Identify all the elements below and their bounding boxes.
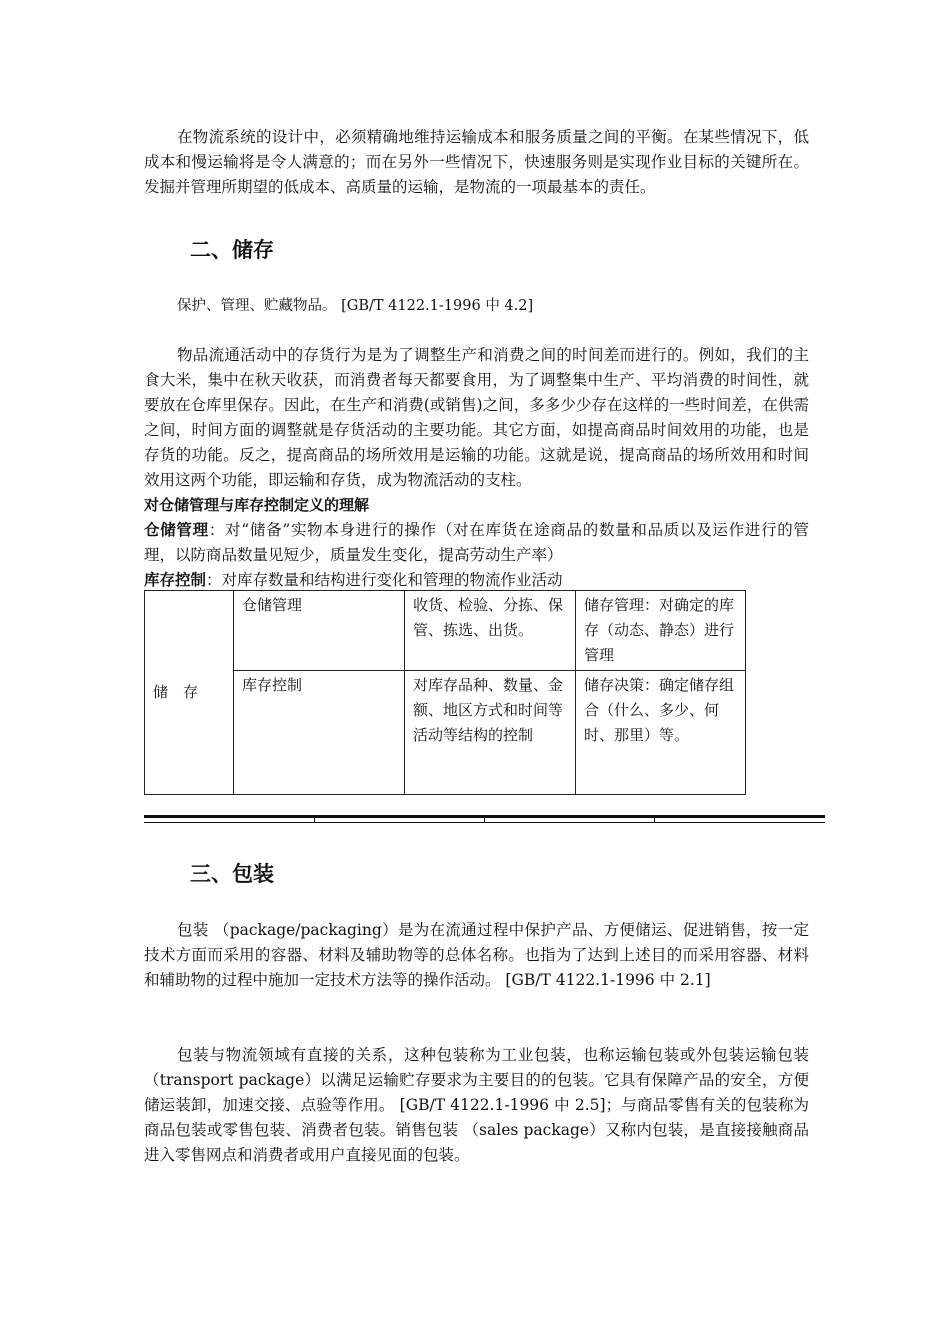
table-cell-focus: 储存管理：对确定的库存（动态、静态）进行管理	[576, 591, 746, 671]
table-cell-activities: 收货、检验、分拣、保管、拣选、出货。	[405, 591, 576, 671]
warehouse-text: ：对“储备”实物本身进行的操作（对在库货在途商品的数量和品质以及运作进行的管理，以防商品数量见短少，质量发生变化，提高劳动生产率）	[144, 521, 809, 564]
warehouse-definition	[144, 518, 809, 568]
understanding-title: 对仓储管理与库存控制定义的理解	[144, 496, 370, 514]
divider-tick	[314, 817, 315, 822]
inventory-label: 库存控制	[144, 571, 207, 589]
table-row	[145, 671, 746, 795]
divider-tick	[484, 817, 485, 822]
divider-tick	[654, 817, 655, 822]
table-row	[145, 591, 746, 671]
table-cell-focus: 储存决策：确定储存组合（什么、多少、何时、那里）等。	[576, 671, 746, 795]
heading-storage: 二、储存	[190, 238, 274, 262]
packaging-definition: 包装 （package/packaging）是为在流通过程中保护产品、方便储运、促进销售，按一定技术方面而采用的容器、材料及辅助物等的总体名称。也指为了达到上述目的而采用容器、材料和辅助物的过程中施加一定技术方法等的操作活动。 [GB/T 4122.1-1996 中 2.1]	[144, 921, 809, 989]
transport-paragraph: 在物流系统的设计中，必须精确地维持运输成本和服务质量之间的平衡。在某些情况下，低成本和慢运输将是令人满意的；而在另外一些情况下，快速服务则是实现作业目标的关键所在。发掘并管理所期望的低成本、高质量的运输，是物流的一项最基本的责任。	[144, 128, 809, 196]
inventory-text: ：对库存数量和结构进行变化和管理的物流作业活动	[206, 571, 563, 589]
table-cell-name: 库存控制	[234, 671, 405, 795]
heading-packaging: 三、包装	[190, 862, 274, 886]
section-divider-thin	[144, 822, 825, 823]
table-row-header: 储 存	[145, 591, 234, 795]
storage-definition: 保护、管理、贮藏物品。 [GB/T 4122.1-1996 中 4.2]	[177, 298, 534, 314]
table-cell-activities: 对库存品种、数量、金额、地区方式和时间等活动等结构的控制	[405, 671, 576, 795]
storage-table	[144, 590, 746, 795]
packaging-paragraph: 包装与物流领域有直接的关系，这种包装称为工业包装，也称运输包装或外包装运输包装 （transport package）以满足运输贮存要求为主要目的的包装。它具有保障产品的安全，方便储运装卸，加速交接、点验等作用。 [GB/T 4122.1-1996 中 2.5]；与商品零售有关的包装称为商品包装或零售包装、消费者包装。销售包装 （sales package）又称内包装，是直接接触商品进入零售网点和消费者或用户直接见面的包装。	[144, 1046, 809, 1164]
warehouse-label: 仓储管理	[144, 521, 209, 539]
table-cell-name: 仓储管理	[234, 591, 405, 671]
storage-paragraph: 物品流通活动中的存货行为是为了调整生产和消费之间的时间差而进行的。例如，我们的主食大米，集中在秋天收获，而消费者每天都要食用，为了调整集中生产、平均消费的时间性，就要放在仓库里保存。因此，在生产和消费(或销售)之间，多多少少存在这样的一些时间差，在供需之间，时间方面的调整就是存货活动的主要功能。其它方面，如提高商品时间效用的功能，也是存货的功能。反之，提高商品的场所效用是运输的功能。这就是说，提高商品的场所效用和时间效用这两个功能，即运输和存货，成为物流活动的支柱。	[144, 346, 809, 489]
